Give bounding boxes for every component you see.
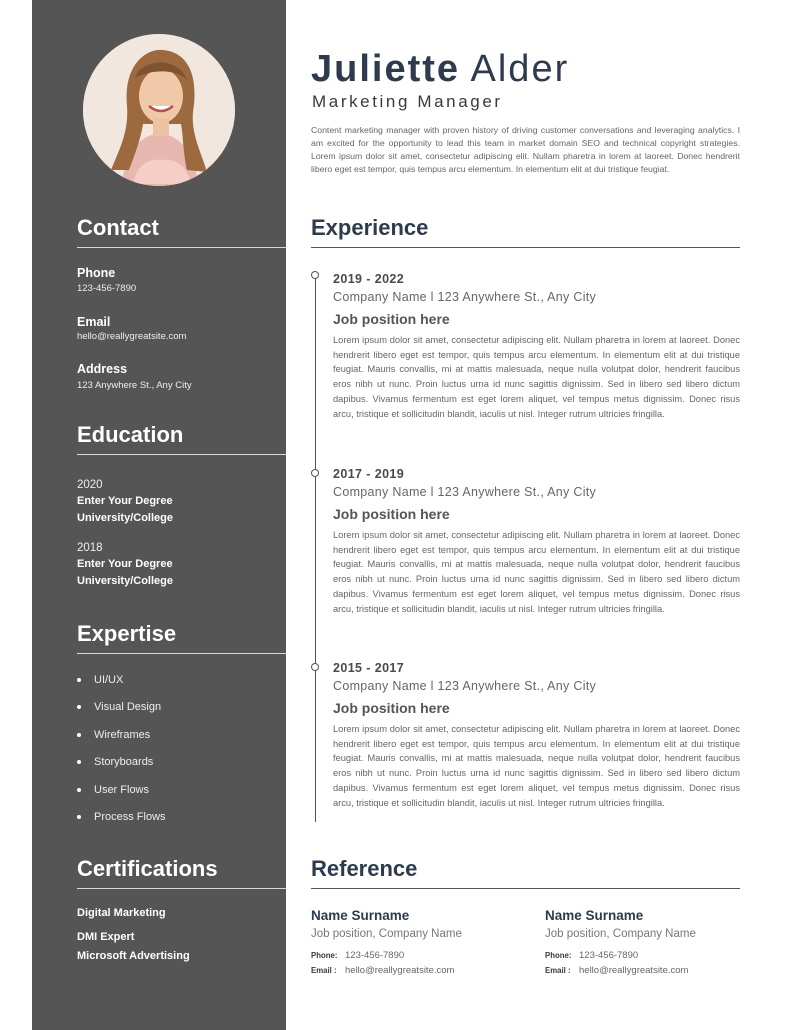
phone-key: Phone: (545, 951, 572, 960)
education-year: 2018 (77, 542, 103, 554)
education-divider (77, 454, 286, 455)
reference-name: Name Surname (545, 908, 644, 923)
job-company: Company Name l 123 Anywhere St., Any City (333, 485, 597, 499)
expertise-item: Storyboards (94, 756, 154, 769)
contact-heading: Contact (77, 215, 159, 240)
email-value: hello@reallygreatsite.com (77, 331, 187, 342)
education-school: University/College (77, 512, 173, 524)
bullet-icon (77, 815, 81, 819)
list-item (77, 728, 166, 755)
job-title: Marketing Manager (312, 92, 503, 111)
expertise-divider (77, 653, 286, 654)
reference-email-row (545, 965, 745, 980)
email-key: Email : (545, 966, 571, 975)
job-description: Lorem ipsum dolor sit amet, consectetur adipiscing elit. Nullam pharetra in lorem at laoreet. Donec hendrerit libero eget est tempor, quis tempus arcu elementum. In elementum elit at dui tristique feugiat. Mauris convallis, mi at mattis malesuada, neque nulla volutpat dolor, hendrerit faucibus eros nibh ut nunc. Proin luctus urna id nunc sagittis dignissim. Sed in libero sed libero dictum dapibus. Vivamus fermentum est eget lorem aliquet, vel tempus metus dignissim. Donec risus arcu, tristique et sollicitudin blandit, iaculis ut nisl. Integer rutrum ultricies fringilla. (333, 724, 740, 808)
bullet-icon (77, 788, 81, 792)
list-item (77, 755, 166, 782)
phone-key: Phone: (311, 951, 338, 960)
last-name: Alder (470, 48, 570, 90)
reference-position: Job position, Company Name (311, 928, 462, 940)
experience-entry (333, 661, 740, 810)
full-name (311, 47, 569, 91)
education-school: University/College (77, 575, 173, 587)
reference-name: Name Surname (311, 908, 410, 923)
certifications-heading: Certifications (77, 856, 218, 881)
reference-divider (311, 888, 740, 889)
expertise-heading: Expertise (77, 621, 177, 646)
timeline-dot (311, 663, 319, 671)
reference-email-row (311, 965, 511, 980)
reference-email: hello@reallygreatsite.com (579, 965, 689, 976)
expertise-item: Visual Design (94, 701, 162, 714)
reference-phone: 123-456-7890 (579, 950, 639, 961)
experience-divider (311, 247, 740, 248)
job-description: Lorem ipsum dolor sit amet, consectetur adipiscing elit. Nullam pharetra in lorem at laoreet. Donec hendrerit libero eget est tempor, quis tempus arcu elementum. In elementum elit at dui tristique feugiat. Mauris convallis, mi at mattis malesuada, neque nulla volutpat dolor, hendrerit faucibus eros nibh ut nunc. Proin luctus urna id nunc sagittis dignissim. Sed in libero sed libero dictum dapibus. Vivamus fermentum est eget lorem aliquet, vel tempus metus dignissim. Donec risus arcu, tristique et sollicitudin blandit, iaculis ut nisl. Integer rutrum ultricies fringilla. (333, 335, 740, 419)
bullet-icon (77, 760, 81, 764)
job-dates: 2015 - 2017 (333, 661, 405, 675)
profile-summary: Content marketing manager with proven history of driving customer conversations and leveraging analytics. I am excited for the opportunity to lead this team in market domain SEO and technical copyright strategies. Lorem ipsum dolor sit amet, consectetur adipiscing elit. Nullam pharetra in lorem at laoreet. Donec hendrerit libero eget est tempor, quis tempus arcu elementum. In elementum elit at dui tristique feugiat. (311, 125, 740, 174)
reference-heading: Reference (311, 856, 418, 881)
reference-position: Job position, Company Name (545, 928, 696, 940)
job-dates: 2019 - 2022 (333, 272, 405, 286)
phone-label: Phone (77, 266, 116, 280)
timeline-line (315, 276, 316, 822)
education-heading: Education (77, 422, 184, 447)
list-item (77, 783, 166, 810)
reference-card (311, 908, 511, 980)
experience-entry (333, 272, 740, 421)
certification-item: Microsoft Advertising (77, 950, 190, 962)
list-item (77, 810, 166, 837)
expertise-item: Process Flows (94, 810, 166, 823)
bullet-icon (77, 733, 81, 737)
address-label: Address (77, 362, 128, 376)
address-value: 123 Anywhere St., Any City (77, 380, 192, 391)
reference-card (545, 908, 745, 980)
email-key: Email : (311, 966, 337, 975)
timeline-dot (311, 469, 319, 477)
education-degree: Enter Your Degree (77, 495, 173, 507)
job-position: Job position here (333, 700, 450, 716)
first-name: Juliette (311, 48, 461, 90)
contact-divider (77, 247, 286, 248)
profile-photo (83, 34, 235, 186)
job-description: Lorem ipsum dolor sit amet, consectetur adipiscing elit. Nullam pharetra in lorem at laoreet. Donec hendrerit libero eget est tempor, quis tempus arcu elementum. In elementum elit at dui tristique feugiat. Mauris convallis, mi at mattis malesuada, neque nulla volutpat dolor, hendrerit faucibus eros nibh ut nunc. Proin luctus urna id nunc sagittis dignissim. Sed in libero sed libero dictum dapibus. Vivamus fermentum est eget lorem aliquet, vel tempus metus dignissim. Donec risus arcu, tristique et sollicitudin blandit, iaculis ut nisl. Integer rutrum ultricies fringilla. (333, 530, 740, 614)
timeline-dot (311, 271, 319, 279)
experience-heading: Experience (311, 215, 429, 240)
reference-email: hello@reallygreatsite.com (345, 965, 455, 976)
certification-item: DMI Expert (77, 931, 135, 943)
experience-entry (333, 467, 740, 616)
job-company: Company Name l 123 Anywhere St., Any City (333, 679, 597, 693)
reference-phone-row (311, 950, 511, 965)
expertise-item: User Flows (94, 783, 150, 796)
job-company: Company Name l 123 Anywhere St., Any City (333, 290, 597, 304)
reference-phone-row (545, 950, 745, 965)
job-position: Job position here (333, 311, 450, 327)
job-dates: 2017 - 2019 (333, 467, 405, 481)
phone-value: 123-456-7890 (77, 283, 137, 294)
certifications-divider (77, 888, 286, 889)
certification-item: Digital Marketing (77, 907, 166, 919)
reference-phone: 123-456-7890 (345, 950, 405, 961)
bullet-icon (77, 678, 81, 682)
list-item (77, 700, 166, 727)
expertise-item: Wireframes (94, 728, 151, 741)
expertise-item: UI/UX (94, 674, 124, 686)
expertise-list (77, 673, 166, 837)
job-position: Job position here (333, 506, 450, 522)
email-label: Email (77, 315, 111, 329)
list-item (77, 673, 166, 700)
education-degree: Enter Your Degree (77, 558, 173, 570)
education-year: 2020 (77, 479, 103, 491)
bullet-icon (77, 705, 81, 709)
